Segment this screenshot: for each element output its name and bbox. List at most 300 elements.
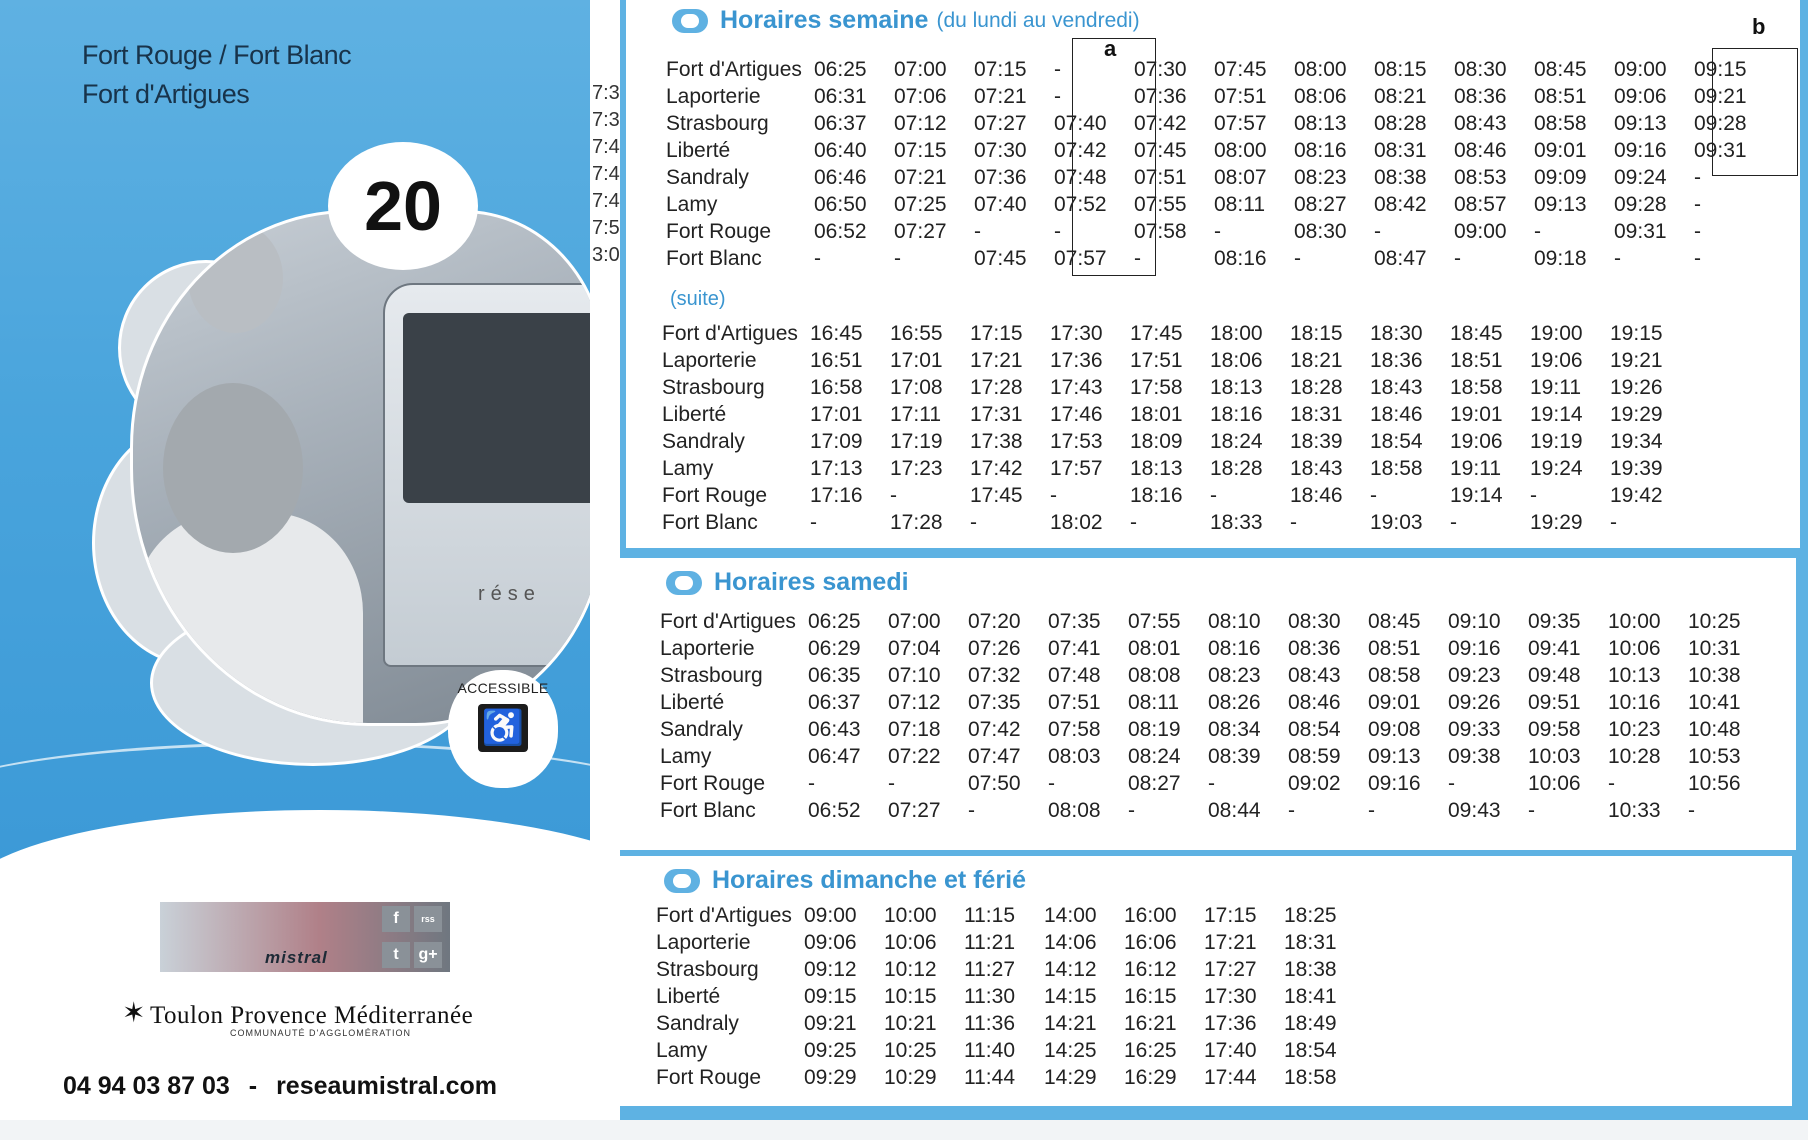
departure-time: 07:30: [974, 138, 1027, 162]
stop-name: Sandraly: [656, 1011, 739, 1035]
departure-time: -: [1048, 771, 1055, 795]
departure-time: 07:48: [1048, 663, 1101, 687]
departure-time: 14:21: [1044, 1011, 1097, 1035]
sunday-title: Horaires dimanche et férié: [712, 866, 1027, 894]
departure-time: 19:14: [1530, 402, 1583, 426]
departure-time: 08:27: [1294, 192, 1347, 216]
cover-photo: [130, 210, 600, 726]
departure-time: 09:13: [1534, 192, 1587, 216]
departure-time: 18:54: [1284, 1038, 1337, 1062]
departure-time: -: [810, 510, 817, 534]
weekday-title: Horaires semaine: [720, 6, 929, 34]
departure-time: 17:38: [970, 429, 1023, 453]
timetable-row: [662, 482, 1690, 509]
stop-name: Sandraly: [660, 717, 743, 741]
departure-time: 08:45: [1534, 57, 1587, 81]
timetable-row: [660, 662, 1768, 689]
departure-time: 18:31: [1290, 402, 1343, 426]
stop-name: Fort d'Artigues: [666, 57, 802, 81]
stop-name: Strasbourg: [660, 663, 763, 687]
departure-time: 11:44: [964, 1065, 1015, 1089]
departure-time: 09:33: [1448, 717, 1501, 741]
stop-name: Strasbourg: [662, 375, 765, 399]
departure-time: 09:31: [1694, 138, 1747, 162]
departure-time: 08:34: [1208, 717, 1261, 741]
folded-fragment-text: 7:4: [592, 190, 620, 212]
timetable-row: [662, 320, 1690, 347]
departure-time: -: [1208, 771, 1215, 795]
departure-time: 19:06: [1450, 429, 1503, 453]
timetable-row: [666, 83, 1774, 110]
departure-time: 09:00: [1454, 219, 1507, 243]
departure-time: 18:38: [1284, 957, 1337, 981]
folded-fragment-text: 7:3: [592, 82, 620, 104]
departure-time: 08:47: [1374, 246, 1427, 270]
departure-time: 11:40: [964, 1038, 1015, 1062]
timetable-row: [666, 245, 1774, 272]
departure-time: -: [1528, 798, 1535, 822]
departure-time: 09:48: [1528, 663, 1581, 687]
departure-time: 10:12: [884, 957, 937, 981]
departure-time: -: [1450, 510, 1457, 534]
departure-time: 17:40: [1204, 1038, 1257, 1062]
timetable-row: [660, 689, 1768, 716]
departure-time: 09:23: [1448, 663, 1501, 687]
departure-time: 07:00: [888, 609, 941, 633]
departure-time: 18:41: [1284, 984, 1337, 1008]
stop-name: Liberté: [666, 138, 731, 162]
timetable-row: [660, 635, 1768, 662]
departure-time: 07:51: [1214, 84, 1267, 108]
departure-time: 17:15: [970, 321, 1023, 345]
departure-time: 07:40: [1054, 111, 1107, 135]
departure-time: 07:27: [888, 798, 941, 822]
stop-name: Sandraly: [666, 165, 749, 189]
google-plus-icon[interactable]: g+: [414, 942, 442, 968]
timetable-row: [666, 191, 1774, 218]
departure-time: 18:58: [1450, 375, 1503, 399]
timetable-row: [660, 770, 1768, 797]
timetable-row: [662, 374, 1690, 401]
departure-time: 08:58: [1534, 111, 1587, 135]
departure-time: 08:54: [1288, 717, 1341, 741]
departure-time: 16:00: [1124, 903, 1177, 927]
departure-time: 09:01: [1534, 138, 1587, 162]
mistral-logo-text: mistral: [265, 948, 328, 967]
departure-time: -: [1128, 798, 1135, 822]
departure-time: -: [1694, 219, 1701, 243]
departure-time: 06:35: [808, 663, 861, 687]
stop-name: Laporterie: [666, 84, 761, 108]
departure-time: 07:51: [1134, 165, 1187, 189]
departure-time: 08:08: [1048, 798, 1101, 822]
accessible-badge: [448, 670, 558, 788]
departure-time: 07:52: [1054, 192, 1107, 216]
departure-time: 17:21: [1204, 930, 1257, 954]
stop-name: Laporterie: [660, 636, 755, 660]
stop-name: Lamy: [656, 1038, 708, 1062]
departure-time: 19:29: [1610, 402, 1663, 426]
departure-time: 08:51: [1368, 636, 1421, 660]
departure-time: -: [1054, 57, 1061, 81]
departure-time: -: [1054, 84, 1061, 108]
departure-time: -: [968, 798, 975, 822]
departure-time: 10:06: [1608, 636, 1661, 660]
departure-time: -: [1054, 219, 1061, 243]
departure-time: 08:16: [1208, 636, 1261, 660]
departure-time: 10:28: [1608, 744, 1661, 768]
departure-time: 07:04: [888, 636, 941, 660]
saturday-title: Horaires samedi: [714, 568, 909, 596]
departure-time: 19:11: [1450, 456, 1501, 480]
departure-time: 07:10: [888, 663, 941, 687]
departure-time: 08:16: [1294, 138, 1347, 162]
departure-time: 09:13: [1368, 744, 1421, 768]
departure-time: -: [1134, 246, 1141, 270]
departure-time: -: [1368, 798, 1375, 822]
departure-time: 08:10: [1208, 609, 1261, 633]
departure-time: 06:43: [808, 717, 861, 741]
departure-time: 08:43: [1454, 111, 1507, 135]
departure-time: 17:30: [1204, 984, 1257, 1008]
departure-time: 07:18: [888, 717, 941, 741]
departure-time: 08:39: [1208, 744, 1261, 768]
departure-time: 17:09: [810, 429, 863, 453]
departure-time: 16:15: [1124, 984, 1177, 1008]
timetable-row: [666, 56, 1774, 83]
departure-time: 16:29: [1124, 1065, 1177, 1089]
departure-time: 08:06: [1294, 84, 1347, 108]
departure-time: 19:00: [1530, 321, 1583, 345]
timetable-row: [666, 137, 1774, 164]
departure-time: 09:26: [1448, 690, 1501, 714]
sunday-section: [616, 856, 1792, 1106]
departure-time: 18:58: [1370, 456, 1423, 480]
departure-time: 11:36: [964, 1011, 1015, 1035]
departure-time: 09:02: [1288, 771, 1341, 795]
weekday-section: [626, 0, 1800, 548]
departure-time: 09:21: [804, 1011, 857, 1035]
departure-time: 11:27: [964, 957, 1015, 981]
departure-time: 06:46: [814, 165, 867, 189]
departure-time: 10:53: [1688, 744, 1741, 768]
departure-time: 07:45: [974, 246, 1027, 270]
departure-time: 14:15: [1044, 984, 1097, 1008]
suite-label: (suite): [670, 288, 726, 310]
departure-time: 09:01: [1368, 690, 1421, 714]
saturday-header: [666, 568, 909, 597]
departure-time: 18:28: [1210, 456, 1263, 480]
departure-time: 09:38: [1448, 744, 1501, 768]
departure-time: 19:11: [1530, 375, 1581, 399]
departure-time: 18:16: [1210, 402, 1263, 426]
note-a-label: a: [1104, 36, 1117, 61]
weekday-evening-table: [662, 320, 1690, 536]
departure-time: 14:29: [1044, 1065, 1097, 1089]
departure-time: 07:41: [1048, 636, 1101, 660]
departure-time: 09:06: [804, 930, 857, 954]
cloud-icon: [664, 869, 700, 893]
folded-fragment-text: 7:4: [592, 136, 620, 158]
cover-panel: [0, 0, 600, 1120]
departure-time: 08:30: [1294, 219, 1347, 243]
note-b-label: b: [1752, 14, 1766, 39]
departure-time: -: [1530, 483, 1537, 507]
departure-time: 17:51: [1130, 348, 1183, 372]
twitter-icon[interactable]: t: [382, 942, 410, 968]
departure-time: 07:40: [974, 192, 1027, 216]
departure-time: 07:57: [1214, 111, 1267, 135]
departure-time: -: [1130, 510, 1137, 534]
departure-time: 09:31: [1614, 219, 1667, 243]
departure-time: 09:09: [1534, 165, 1587, 189]
departure-time: 16:25: [1124, 1038, 1177, 1062]
departure-time: 09:51: [1528, 690, 1581, 714]
departure-time: 07:36: [1134, 84, 1187, 108]
departure-time: 17:28: [890, 510, 943, 534]
departure-time: 07:58: [1134, 219, 1187, 243]
timetable-row: [666, 218, 1774, 245]
departure-time: 17:15: [1204, 903, 1257, 927]
departure-time: 19:39: [1610, 456, 1663, 480]
departure-time: 17:31: [970, 402, 1023, 426]
folded-fragment-text: 7:5: [592, 217, 620, 239]
departure-time: 18:02: [1050, 510, 1103, 534]
departure-time: 18:46: [1370, 402, 1423, 426]
departure-time: -: [1694, 246, 1701, 270]
departure-time: 18:43: [1370, 375, 1423, 399]
departure-time: 08:07: [1214, 165, 1267, 189]
departure-time: 09:28: [1694, 111, 1747, 135]
wheelchair-icon: ♿: [478, 704, 528, 752]
departure-time: 16:06: [1124, 930, 1177, 954]
departure-time: 14:25: [1044, 1038, 1097, 1062]
departure-time: 06:52: [808, 798, 861, 822]
authority-subtitle: COMMUNAUTÉ D'AGGLOMÉRATION: [230, 1028, 412, 1038]
departure-time: 08:00: [1214, 138, 1267, 162]
timetable-row: [662, 347, 1690, 374]
departure-time: 08:46: [1288, 690, 1341, 714]
departure-time: 06:52: [814, 219, 867, 243]
departure-time: 10:33: [1608, 798, 1661, 822]
departure-time: 07:35: [968, 690, 1021, 714]
departure-time: 17:01: [890, 348, 943, 372]
departure-time: 09:16: [1614, 138, 1667, 162]
line-number-badge: 20: [328, 142, 478, 270]
departure-time: 08:27: [1128, 771, 1181, 795]
departure-time: 08:03: [1048, 744, 1101, 768]
departure-time: -: [1448, 771, 1455, 795]
departure-time: 19:14: [1450, 483, 1503, 507]
departure-time: -: [1214, 219, 1221, 243]
departure-time: 07:15: [894, 138, 947, 162]
departure-time: 08:23: [1208, 663, 1261, 687]
departure-time: -: [1688, 798, 1695, 822]
facebook-icon[interactable]: f: [382, 906, 410, 932]
departure-time: 07:00: [894, 57, 947, 81]
departure-time: 07:45: [1134, 138, 1187, 162]
departure-time: 18:43: [1290, 456, 1343, 480]
departure-time: 16:58: [810, 375, 863, 399]
stop-name: Liberté: [656, 984, 721, 1008]
departure-time: 18:31: [1284, 930, 1337, 954]
departure-time: 08:00: [1294, 57, 1347, 81]
departure-time: 08:44: [1208, 798, 1261, 822]
stop-name: Liberté: [660, 690, 725, 714]
departure-time: 10:29: [884, 1065, 937, 1089]
departure-time: 07:06: [894, 84, 947, 108]
weekday-header: [672, 6, 1140, 35]
departure-time: 09:28: [1614, 192, 1667, 216]
departure-time: 18:15: [1290, 321, 1343, 345]
departure-time: -: [1210, 483, 1217, 507]
stop-name: Laporterie: [662, 348, 757, 372]
departure-time: 08:42: [1374, 192, 1427, 216]
saturday-section: [620, 558, 1796, 850]
departure-time: 10:21: [884, 1011, 937, 1035]
departure-time: -: [1294, 246, 1301, 270]
folded-fragment-text: 7:3: [592, 109, 620, 131]
stop-name: Laporterie: [656, 930, 751, 954]
departure-time: -: [894, 246, 901, 270]
departure-time: 08:59: [1288, 744, 1341, 768]
departure-time: 19:24: [1530, 456, 1583, 480]
route-title: [82, 36, 351, 114]
tpm-logo-icon: ✶: [122, 997, 146, 1028]
departure-time: 06:25: [814, 57, 867, 81]
departure-time: 06:25: [808, 609, 861, 633]
stop-name: Fort Blanc: [662, 510, 758, 534]
departure-time: -: [1050, 483, 1057, 507]
departure-time: 08:21: [1374, 84, 1427, 108]
authority-name: Toulon Provence Méditerranée: [150, 1002, 474, 1029]
departure-time: 17:43: [1050, 375, 1103, 399]
timetable-row: [666, 164, 1774, 191]
timetable-row: [662, 509, 1690, 536]
departure-time: 17:13: [810, 456, 863, 480]
departure-time: 07:27: [894, 219, 947, 243]
cloud-icon: [672, 9, 708, 33]
timetable-row: [660, 743, 1768, 770]
departure-time: 06:37: [814, 111, 867, 135]
stop-name: Lamy: [660, 744, 712, 768]
departure-time: 09:41: [1528, 636, 1581, 660]
departure-time: 17:36: [1204, 1011, 1257, 1035]
departure-time: 09:08: [1368, 717, 1421, 741]
departure-time: 08:51: [1534, 84, 1587, 108]
departure-time: 17:19: [890, 429, 943, 453]
departure-time: 18:49: [1284, 1011, 1337, 1035]
departure-time: 17:21: [970, 348, 1023, 372]
person-head-illustration: [163, 383, 303, 553]
departure-time: 10:00: [1608, 609, 1661, 633]
timetable-row: [656, 929, 1364, 956]
departure-time: -: [1534, 219, 1541, 243]
departure-time: 17:23: [890, 456, 943, 480]
departure-time: 10:06: [884, 930, 937, 954]
departure-time: 07:15: [974, 57, 1027, 81]
departure-time: -: [814, 246, 821, 270]
route-title-line1: Fort Rouge / Fort Blanc: [82, 40, 352, 70]
departure-time: 07:30: [1134, 57, 1187, 81]
timetable-row: [660, 716, 1768, 743]
departure-time: 06:29: [808, 636, 861, 660]
departure-time: 11:30: [964, 984, 1015, 1008]
departure-time: 07:55: [1134, 192, 1187, 216]
rss-icon[interactable]: rss: [414, 906, 442, 932]
departure-time: 07:58: [1048, 717, 1101, 741]
departure-time: 16:21: [1124, 1011, 1177, 1035]
departure-time: 19:03: [1370, 510, 1423, 534]
stop-name: Liberté: [662, 402, 727, 426]
departure-time: 09:24: [1614, 165, 1667, 189]
departure-time: 17:53: [1050, 429, 1103, 453]
departure-time: 08:36: [1454, 84, 1507, 108]
departure-time: 07:48: [1054, 165, 1107, 189]
departure-time: 18:46: [1290, 483, 1343, 507]
departure-time: 08:57: [1454, 192, 1507, 216]
departure-time: 18:21: [1290, 348, 1343, 372]
departure-time: 14:12: [1044, 957, 1097, 981]
departure-time: 14:00: [1044, 903, 1097, 927]
website-link[interactable]: reseaumistral.com: [276, 1072, 498, 1100]
departure-time: 18:30: [1370, 321, 1423, 345]
departure-time: 17:11: [890, 402, 941, 426]
departure-time: 19:34: [1610, 429, 1663, 453]
departure-time: 09:15: [1694, 57, 1747, 81]
departure-time: 17:57: [1050, 456, 1103, 480]
departure-time: 08:01: [1128, 636, 1181, 660]
departure-time: 17:30: [1050, 321, 1103, 345]
departure-time: 07:45: [1214, 57, 1267, 81]
stop-name: Fort Rouge: [662, 483, 768, 507]
child-illustration: [188, 223, 283, 333]
departure-time: 07:42: [1134, 111, 1187, 135]
departure-time: 07:50: [968, 771, 1021, 795]
folded-page-fragment: [592, 80, 622, 269]
departure-time: -: [970, 510, 977, 534]
departure-time: 07:57: [1054, 246, 1107, 270]
departure-time: 19:15: [1610, 321, 1663, 345]
departure-time: 07:42: [1054, 138, 1107, 162]
departure-time: 09:21: [1694, 84, 1747, 108]
departure-time: 17:45: [1130, 321, 1183, 345]
departure-time: 09:18: [1534, 246, 1587, 270]
departure-time: 08:38: [1374, 165, 1427, 189]
departure-time: 18:33: [1210, 510, 1263, 534]
departure-time: 08:53: [1454, 165, 1507, 189]
stop-name: Fort Blanc: [660, 798, 756, 822]
departure-time: 07:55: [1128, 609, 1181, 633]
departure-time: 17:58: [1130, 375, 1183, 399]
departure-time: 10:25: [1688, 609, 1741, 633]
departure-time: 17:44: [1204, 1065, 1257, 1089]
departure-time: -: [1370, 483, 1377, 507]
departure-time: 07:32: [968, 663, 1021, 687]
departure-time: 09:58: [1528, 717, 1581, 741]
departure-time: 09:12: [804, 957, 857, 981]
departure-time: 10:06: [1528, 771, 1581, 795]
departure-time: 09:00: [804, 903, 857, 927]
departure-time: 18:16: [1130, 483, 1183, 507]
departure-time: 18:09: [1130, 429, 1183, 453]
departure-time: -: [1610, 510, 1617, 534]
departure-time: 18:58: [1284, 1065, 1337, 1089]
departure-time: 08:46: [1454, 138, 1507, 162]
stop-name: Fort d'Artigues: [656, 903, 792, 927]
departure-time: 07:21: [974, 84, 1027, 108]
departure-time: 10:03: [1528, 744, 1581, 768]
